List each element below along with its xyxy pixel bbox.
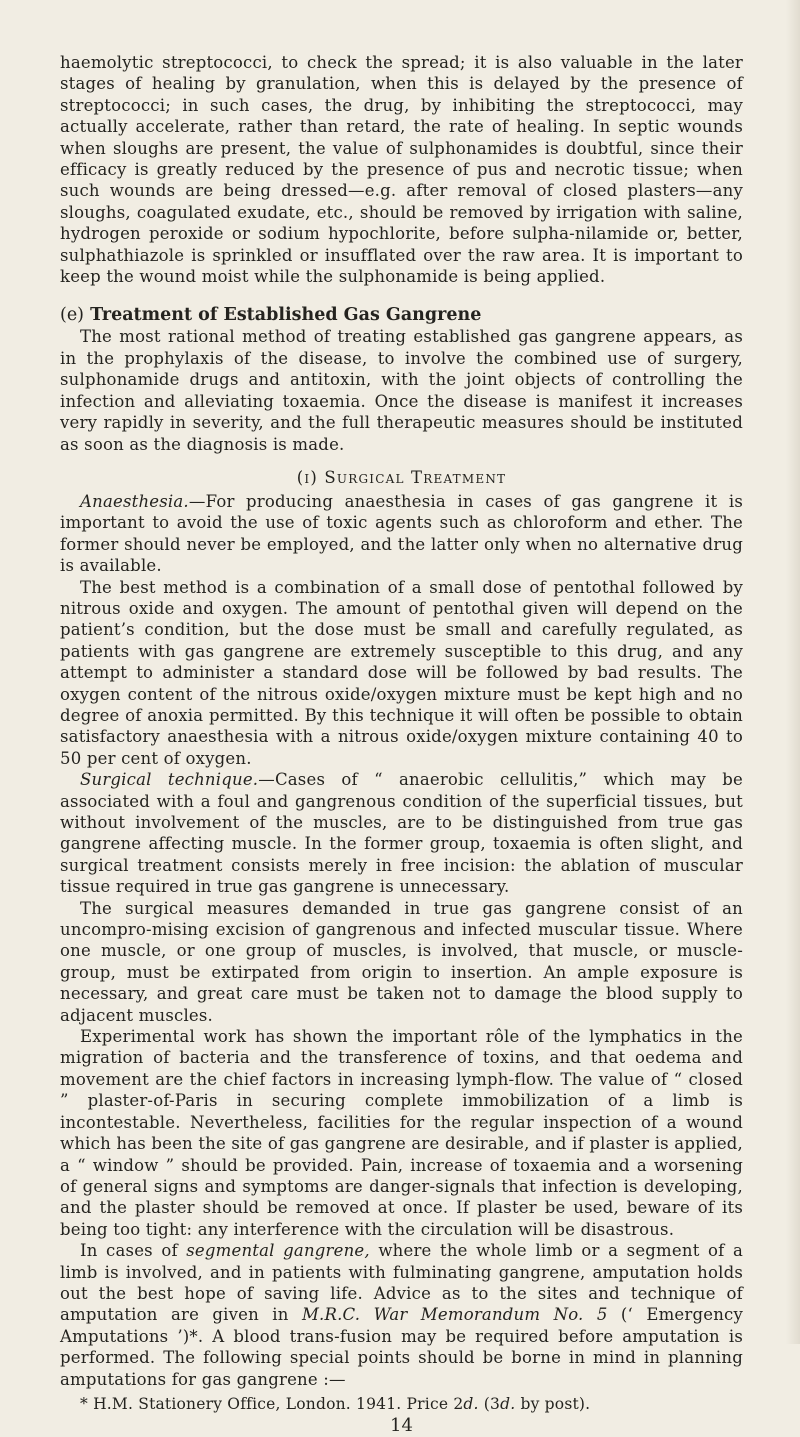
paragraph-pentothal: The best method is a combination of a small dose of pentothal followed by nitrous oxide and oxygen. The amount of pentothal given will depend on the patient’s condition, but the dose must be small and carefully regulated, as patients with gas gangrene are extremely susceptible to this drug, and any attempt to administer a standard dose will be followed by bad results. The oxygen content of the nitrous oxide/oxygen mixture must be kept high and no degree of anoxia permitted. By this technique it will often be possible to obtain satisfactory anaesthesia with a nitrous oxide/oxygen mixture containing 40 to 50 per cent of oxygen.: [60, 577, 743, 768]
section-title: Treatment of Established Gas Gangrene: [90, 305, 482, 326]
paragraph-intro: The most rational method of treating established gas gangrene appears, as in the prophylaxis of the disease, to involve the combined use of surgery, sulphonamide drugs and antitoxin, with the joint objects of controlling the infection and alleviating toxaemia. Once the disease is manifest it increases very rapidly in severity, and the full therapeutic measures should be instituted as soon as the diagnosis is made.: [60, 327, 743, 454]
document-page: [60, 52, 743, 1437]
subsection-heading: [60, 467, 743, 489]
paragraph-surgical-technique: Surgical technique.—Cases of “ anaerobic cellulitis,” which may be associated with a foul and gangrenous condition of the superficial tissues, but without involvement of the muscles, are to be distinguished from true gas gangrene affecting muscle. In the former group, toxaemia is often slight, and surgical treatment consists merely in free incision: the ablation of muscular tissue required in true gas gangrene is unnecessary.: [60, 770, 743, 897]
page-number: 14: [390, 1414, 413, 1436]
surgical-technique-label: Surgical technique.: [80, 770, 259, 790]
paragraph-anaesthesia: Anaesthesia.—For producing anaesthesia in cases of gas gangrene it is important to avoid the use of toxic agents such as chloroform and ether. The former should never be employed, and the latter only when no alternative drug is available.: [60, 491, 743, 576]
memorandum-reference: M.R.C. War Memorandum No. 5: [301, 1305, 608, 1325]
subsection-number: (i): [296, 467, 318, 487]
paragraph-amputation: In cases of segmental gangrene, where the whole limb or a segment of a limb is involved, and in patients with fulminating gangrene, amputation holds out the best hope of saving life. Advice as to the sites and technique of amputation are given in M.R.C. War Memorandum No. 5 (‘ Emergency Amputations ’)*. A blood trans-fusion may be required before amputation is performed. The following special points should be borne in mind in planning amputations for gas gangrene :—: [60, 1241, 743, 1389]
paragraph-lymphatics: Experimental work has shown the important rôle of the lymphatics in the migration of bacteria and the transference of toxins, and that oedema and movement are the chief factors in increasing lymph-flow. The value of “ closed ” plaster-of-Paris in securing complete immobilization of a limb is incontestable. Nevertheless, facilities for the regular inspection of a wound which has been the site of gas gangrene are desirable, and if plaster is applied, a “ window ” should be provided. Pain, increase of toxaemia and a worsening of general signs and symptoms are danger-signals that infection is developing, and the plaster should be removed at once. If plaster be used, beware of its being too tight: any interference with the circulation will be disastrous.: [60, 1027, 743, 1239]
paragraph-surgical-measures: The surgical measures demanded in true gas gangrene consist of an uncompro-mising excision of gangrenous and infected muscular tissue. Where one muscle, or one group of muscles, is involved, that muscle, or muscle-group, must be extirpated from origin to insertion. An ample exposure is necessary, and great care must be taken not to damage the blood supply to adjacent muscles.: [60, 898, 743, 1025]
section-number: (e): [60, 305, 85, 326]
anaesthesia-label: Anaesthesia.: [80, 491, 189, 511]
subsection-title: Surgical Treatment: [324, 467, 507, 487]
paragraph-continuation: haemolytic streptococci, to check the spread; it is also valuable in the later stages of healing by granulation, when this is delayed by the presence of streptococci; in such cases, the drug, by inhibiting the streptococci, may actually accelerate, rather than retard, the rate of healing. In septic wounds when sloughs are present, the value of sulphonamides is doubtful, since their efficacy is greatly reduced by the presence of pus and necrotic tissue; when such wounds are being dressed—e.g. after removal of closed plasters—any sloughs, coagulated exudate, etc., should be removed by irrigation with saline, hydrogen peroxide or sodium hypochlorite, before sulpha-nilamide or, better, sulphathiazole is sprinkled or insufflated over the raw area. It is important to keep the wound moist while the sulphonamide is being applied.: [60, 53, 743, 287]
section-heading: [60, 304, 743, 326]
segmental-gangrene-term: segmental gangrene,: [186, 1241, 370, 1261]
footnote: * H.M. Stationery Office, London. 1941. Price 2d. (3d. by post).: [80, 1394, 591, 1413]
page-edge-shadow: [786, 0, 800, 1344]
